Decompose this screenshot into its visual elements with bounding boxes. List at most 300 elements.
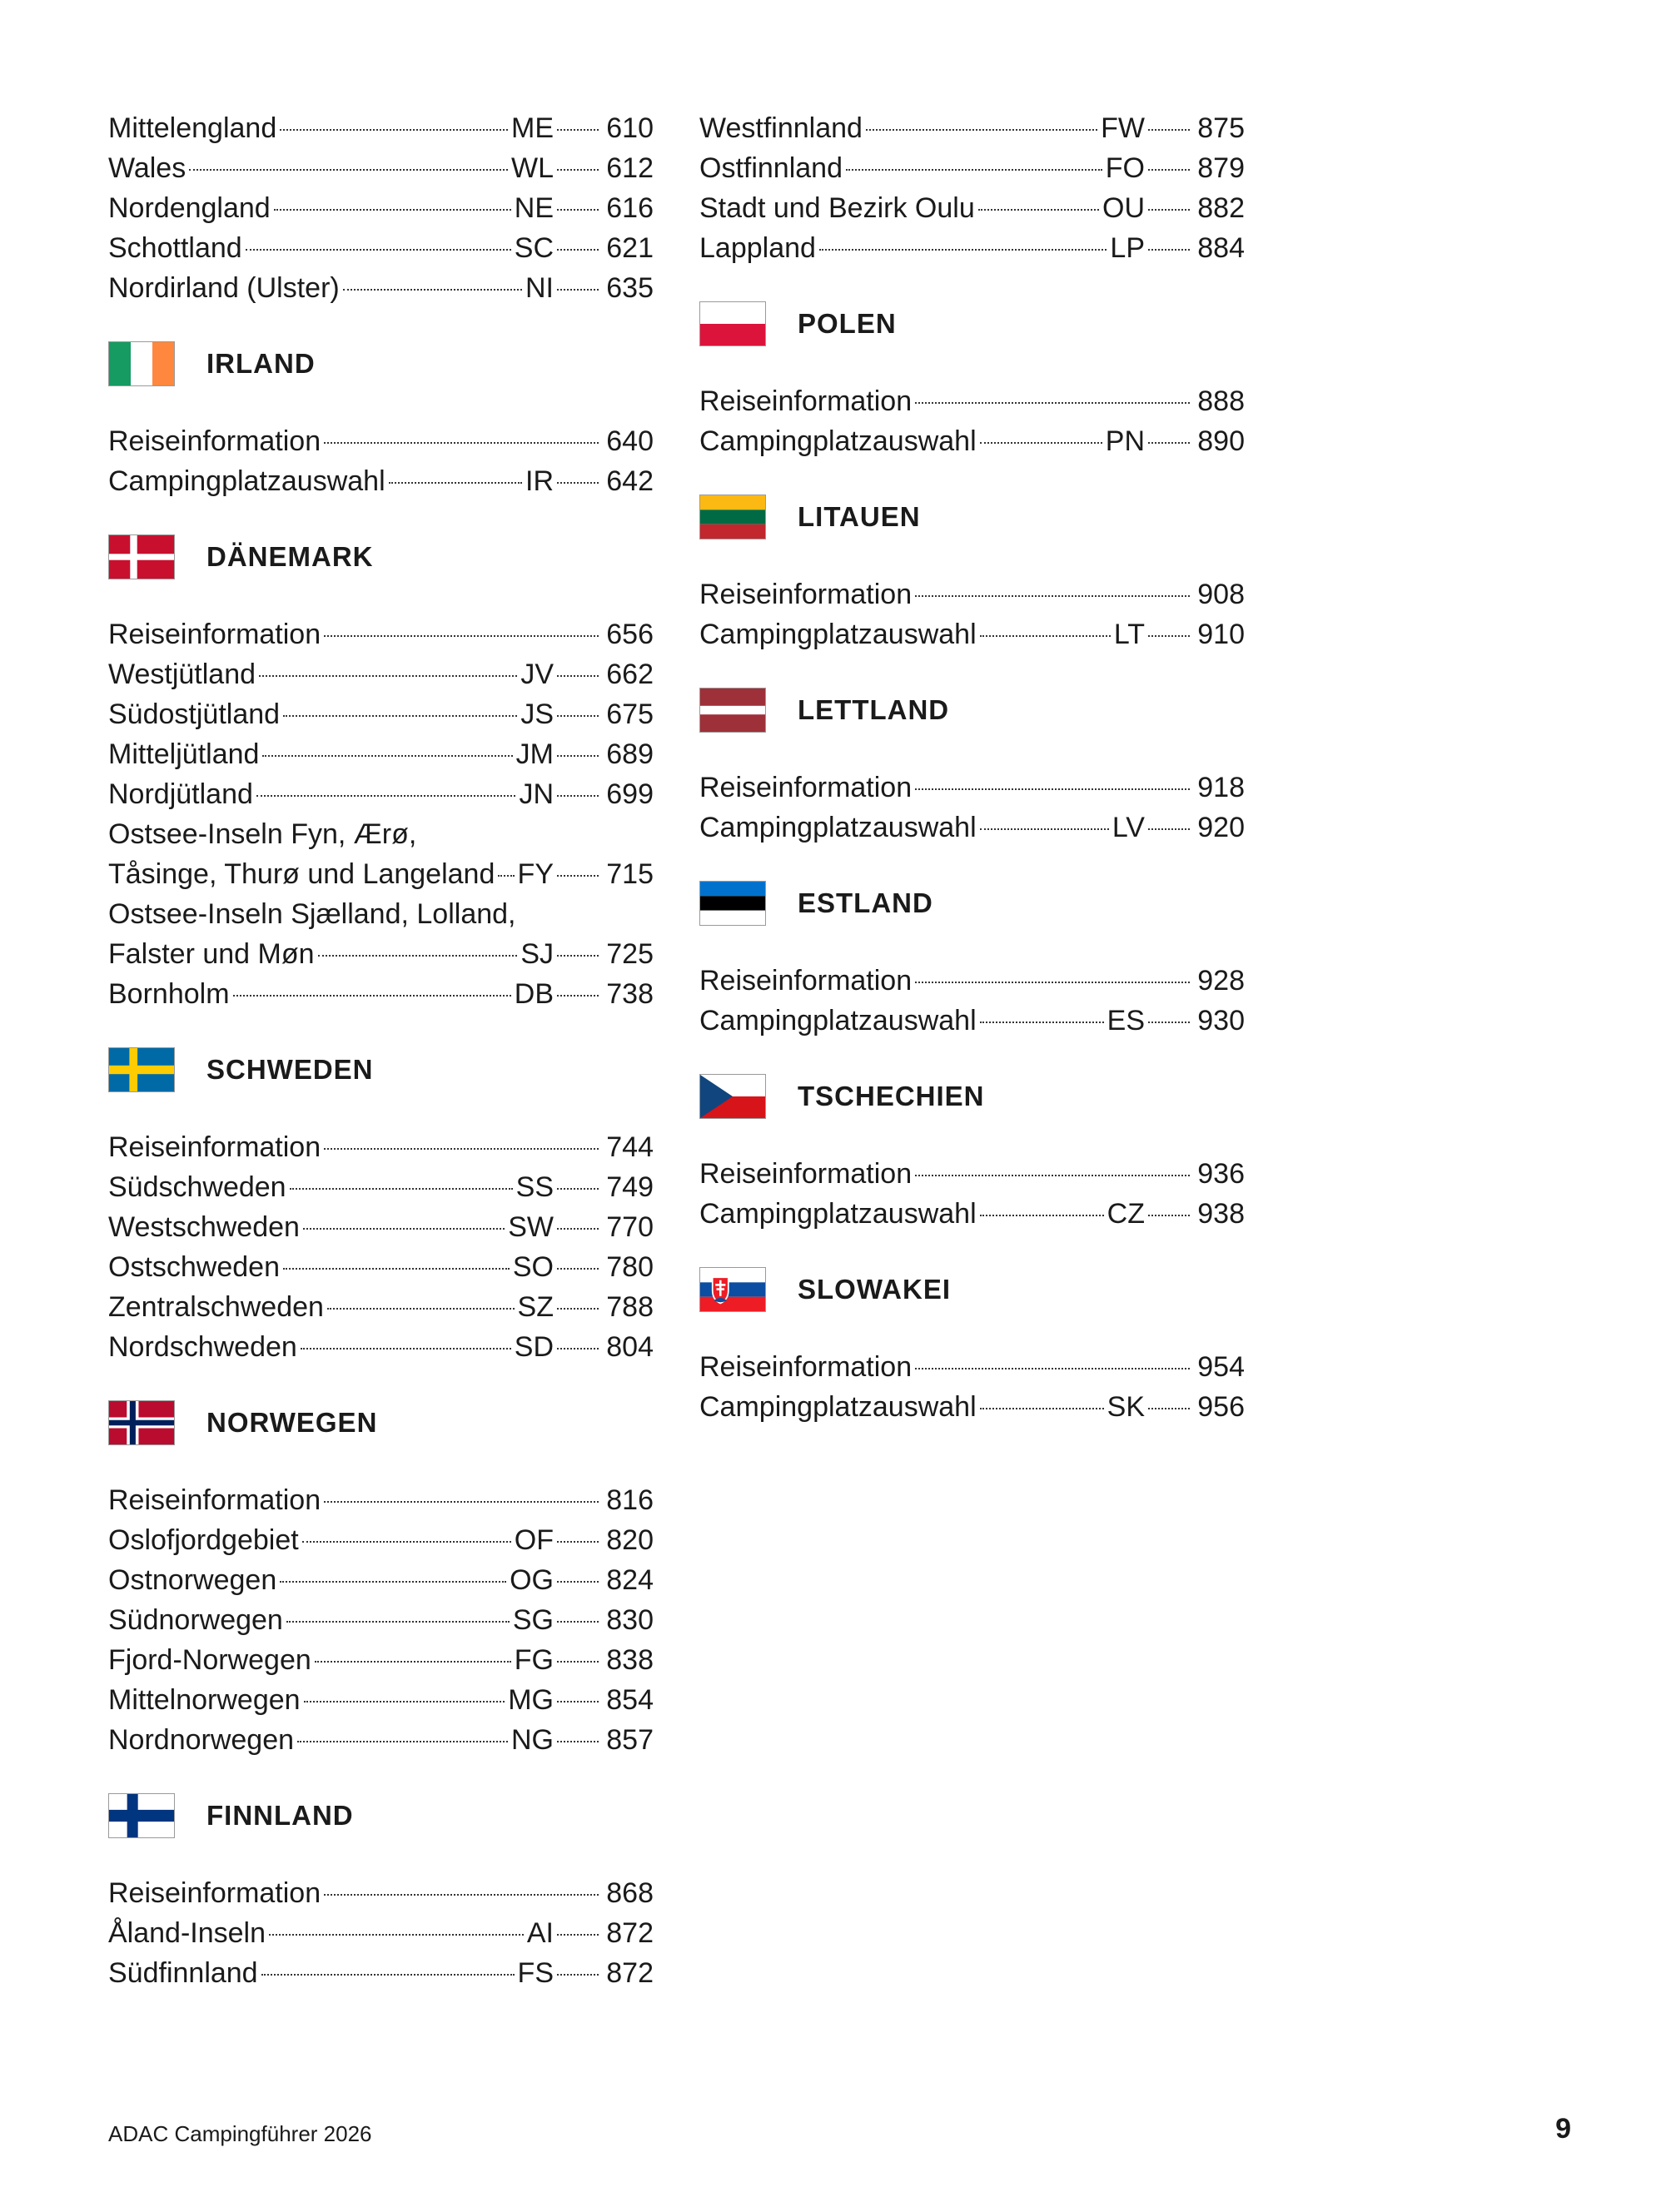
entry-page: 884 (1197, 232, 1245, 264)
section-title: SLOWAKEI (798, 1274, 952, 1305)
entry-page: 918 (1197, 772, 1245, 803)
toc-entry[interactable] (108, 148, 654, 188)
entry-page: 928 (1197, 965, 1245, 997)
entry-name: Ostfinnland (699, 152, 843, 184)
entry-page: 788 (606, 1291, 654, 1323)
entry-code: LT (1113, 619, 1145, 650)
entry-name: Nordengland (108, 192, 271, 224)
dot-leader (980, 442, 1102, 444)
toc-entry[interactable] (699, 1194, 1245, 1234)
entry-page: 616 (606, 192, 654, 224)
section-header-lettland (699, 688, 1245, 733)
entry-page: 738 (606, 978, 654, 1010)
entry-name: Fjord-Norwegen (108, 1644, 311, 1676)
entry-name: Westfinnland (699, 112, 863, 144)
dot-leader (283, 715, 517, 717)
entry-page: 936 (1197, 1158, 1245, 1190)
entry-code: JV (520, 659, 554, 690)
toc-entry[interactable] (108, 1680, 654, 1720)
dot-leader (1148, 1021, 1190, 1023)
entry-name: Mittelengland (108, 112, 277, 144)
entry-code: OG (510, 1564, 554, 1596)
dot-leader (980, 1021, 1104, 1023)
entry-code: FW (1101, 112, 1145, 144)
toc-entry[interactable] (108, 1127, 654, 1167)
toc-entry[interactable] (108, 108, 654, 148)
entry-page: 875 (1197, 112, 1245, 144)
entry-page: 954 (1197, 1351, 1245, 1383)
dot-leader (324, 442, 599, 444)
toc-entry[interactable] (108, 188, 654, 228)
dot-leader (1148, 129, 1190, 131)
entry-name: Nordschweden (108, 1331, 297, 1363)
entry-name: Nordirland (Ulster) (108, 272, 340, 304)
entry-page: 744 (606, 1131, 654, 1163)
toc-entry[interactable] (108, 1167, 654, 1207)
flag-estonia-icon (699, 881, 766, 926)
toc-entry[interactable] (108, 1600, 654, 1640)
section-title: POLEN (798, 308, 897, 339)
toc-entry[interactable] (699, 188, 1245, 228)
toc-entry-line (108, 814, 654, 854)
entry-name: Campingplatzauswahl (699, 1391, 977, 1423)
entry-page: 854 (606, 1684, 654, 1716)
entry-name: Wales (108, 152, 186, 184)
toc-entry[interactable] (699, 808, 1245, 848)
toc-entry[interactable] (108, 1913, 654, 1953)
toc-entry[interactable] (108, 228, 654, 268)
dot-leader (274, 209, 511, 211)
entry-name: Reiseinformation (108, 1484, 321, 1516)
dot-leader (557, 995, 599, 997)
entry-page: 816 (606, 1484, 654, 1516)
entry-name: Nordjütland (108, 778, 253, 810)
dot-leader (280, 1581, 506, 1583)
entry-name: Mitteljütland (108, 738, 260, 770)
dot-leader (557, 1268, 599, 1270)
dot-leader (1148, 635, 1190, 637)
dot-leader (256, 795, 516, 797)
entry-code: SC (514, 232, 554, 264)
entry-code: FS (517, 1957, 554, 1989)
section-title: LITAUEN (798, 501, 921, 532)
entry-code: MG (508, 1684, 554, 1716)
section-header-polen (699, 301, 1245, 346)
toc-entry[interactable] (108, 1520, 654, 1560)
dot-leader (318, 955, 518, 957)
flag-latvia-icon (699, 688, 766, 733)
entry-code: OU (1102, 192, 1145, 224)
entry-page: 621 (606, 232, 654, 264)
entry-page: 610 (606, 112, 654, 144)
toc-entry[interactable] (108, 1560, 654, 1600)
toc-entry[interactable] (699, 228, 1245, 268)
dot-leader (283, 1268, 510, 1270)
dot-leader (557, 715, 599, 717)
flag-sweden-icon (108, 1047, 175, 1092)
entry-page: 749 (606, 1171, 654, 1203)
page-number: 9 (1555, 2113, 1571, 2145)
entry-page: 938 (1197, 1198, 1245, 1230)
dot-leader (324, 1148, 599, 1150)
section-header-finnland (108, 1793, 654, 1838)
dot-leader (1148, 1408, 1190, 1409)
entry-name: Ostsee-Inseln Sjælland, Lolland, (108, 898, 516, 930)
dot-leader (302, 1541, 511, 1543)
entry-page: 857 (606, 1724, 654, 1756)
section-title: LETTLAND (798, 694, 950, 725)
dot-leader (557, 169, 599, 171)
toc-entry[interactable] (699, 1347, 1245, 1387)
dot-leader (915, 595, 1190, 597)
entry-page: 675 (606, 698, 654, 730)
dot-leader (1148, 442, 1190, 444)
toc-column-right (699, 108, 1245, 1427)
entry-name: Reiseinformation (699, 772, 913, 803)
toc-entry[interactable] (108, 734, 654, 774)
entry-name: Südostjütland (108, 698, 281, 730)
toc-entry[interactable] (699, 1387, 1245, 1427)
toc-entry[interactable] (108, 461, 654, 501)
entry-page: 838 (606, 1644, 654, 1676)
toc-entry[interactable] (699, 1154, 1245, 1194)
dot-leader (978, 209, 1099, 211)
dot-leader (286, 1621, 510, 1623)
entry-code: JN (519, 778, 554, 810)
dot-leader (280, 129, 508, 131)
dot-leader (557, 1974, 599, 1976)
entry-name: Lappland (699, 232, 816, 264)
entry-code: SG (512, 1604, 554, 1636)
dot-leader (343, 289, 522, 291)
dot-leader (557, 129, 599, 131)
entry-name: Campingplatzauswahl (699, 619, 977, 650)
toc-entry[interactable] (699, 381, 1245, 421)
dot-leader (557, 482, 599, 484)
entry-name: Falster und Møn (108, 938, 315, 970)
dot-leader (301, 1348, 511, 1350)
entry-code: JM (515, 738, 554, 770)
entry-name: Westjütland (108, 659, 256, 690)
entry-code: SK (1107, 1391, 1145, 1423)
toc-entry[interactable] (108, 268, 654, 308)
entry-name: Reiseinformation (108, 1877, 321, 1909)
dot-leader (557, 1741, 599, 1742)
entry-page: 715 (606, 858, 654, 890)
entry-name: Südfinnland (108, 1957, 258, 1989)
dot-leader (557, 249, 599, 251)
toc-entry[interactable] (108, 1247, 654, 1287)
entry-code: NE (514, 192, 554, 224)
entry-name: Campingplatzauswahl (699, 425, 977, 457)
section-header-slowakei (699, 1267, 1245, 1312)
entry-code: NG (511, 1724, 554, 1756)
section-title: FINNLAND (206, 1800, 354, 1831)
dot-leader (866, 129, 1097, 131)
entry-name: Zentralschweden (108, 1291, 324, 1323)
entry-code: WL (511, 152, 554, 184)
section-header-tschechien (699, 1074, 1245, 1119)
dot-leader (980, 828, 1109, 830)
dot-leader (1148, 249, 1190, 251)
entry-name: Campingplatzauswahl (699, 1005, 977, 1036)
entry-name: Südschweden (108, 1171, 286, 1203)
entry-page: 824 (606, 1564, 654, 1596)
entry-code: SS (515, 1171, 554, 1203)
entry-name: Campingplatzauswahl (699, 1198, 977, 1230)
toc-column-left (108, 108, 654, 1993)
dot-leader (557, 755, 599, 757)
entry-page: 872 (606, 1917, 654, 1949)
flag-norway-icon (108, 1400, 175, 1445)
dot-leader (557, 1348, 599, 1350)
dot-leader (557, 675, 599, 677)
flag-lithuania-icon (699, 495, 766, 539)
toc-entry[interactable] (108, 1287, 654, 1327)
entry-page: 910 (1197, 619, 1245, 650)
section-header-daenemark (108, 534, 654, 579)
entry-code: NI (525, 272, 554, 304)
entry-name: Bornholm (108, 978, 230, 1010)
flag-ireland-icon (108, 341, 175, 386)
section-title: IRLAND (206, 348, 316, 379)
dot-leader (915, 788, 1190, 790)
entry-name: Campingplatzauswahl (699, 812, 977, 843)
entry-name: Südnorwegen (108, 1604, 283, 1636)
toc-entry[interactable] (699, 961, 1245, 1001)
dot-leader (290, 1188, 513, 1190)
dot-leader (557, 289, 599, 291)
section-title: DÄNEMARK (206, 541, 374, 572)
entry-page: 879 (1197, 152, 1245, 184)
entry-page: 908 (1197, 579, 1245, 610)
entry-name: Reiseinformation (108, 619, 321, 650)
entry-page: 882 (1197, 192, 1245, 224)
section-title: NORWEGEN (206, 1407, 378, 1438)
dot-leader (980, 1215, 1104, 1216)
dot-leader (259, 675, 517, 677)
footer-label: ADAC Campingführer 2026 (108, 2121, 372, 2146)
dot-leader (557, 1934, 599, 1936)
entry-code: OF (514, 1524, 554, 1556)
dot-leader (315, 1661, 511, 1663)
dot-leader (1148, 209, 1190, 211)
toc-entry[interactable] (108, 654, 654, 694)
toc-entry[interactable] (108, 1327, 654, 1367)
toc-entry[interactable] (699, 108, 1245, 148)
dot-leader (189, 169, 508, 171)
toc-entry-line (108, 894, 654, 934)
entry-code: FG (514, 1644, 554, 1676)
entry-code: JS (520, 698, 554, 730)
entry-code: LP (1110, 232, 1145, 264)
section-header-litauen (699, 495, 1245, 539)
entry-code: AI (526, 1917, 554, 1949)
toc-entry[interactable] (699, 768, 1245, 808)
dot-leader (269, 1934, 524, 1936)
entry-name: Nordnorwegen (108, 1724, 295, 1756)
toc-entry[interactable] (108, 854, 654, 894)
entry-name: Reiseinformation (699, 579, 913, 610)
entry-code: ES (1107, 1005, 1145, 1036)
section-title: SCHWEDEN (206, 1054, 374, 1085)
entry-name: Ostschweden (108, 1251, 280, 1283)
dot-leader (980, 1408, 1104, 1409)
entry-code: SW (508, 1211, 554, 1243)
section-title: ESTLAND (798, 887, 933, 918)
dot-leader (557, 1228, 599, 1230)
entry-page: 770 (606, 1211, 654, 1243)
entry-page: 868 (606, 1877, 654, 1909)
toc-entry[interactable] (699, 614, 1245, 654)
dot-leader (980, 635, 1111, 637)
entry-name: Oslofjordgebiet (108, 1524, 299, 1556)
dot-leader (557, 209, 599, 211)
entry-name: Reiseinformation (699, 1351, 913, 1383)
toc-entry[interactable] (108, 1720, 654, 1760)
dot-leader (498, 875, 514, 877)
entry-name: Ostnorwegen (108, 1564, 277, 1596)
dot-leader (303, 1228, 505, 1230)
entry-name: Reiseinformation (699, 1158, 913, 1190)
entry-page: 804 (606, 1331, 654, 1363)
toc-entry[interactable] (108, 1207, 654, 1247)
entry-page: 890 (1197, 425, 1245, 457)
entry-name: Tåsinge, Thurø und Langeland (108, 858, 495, 890)
entry-code: FO (1105, 152, 1145, 184)
entry-code: SO (512, 1251, 554, 1283)
entry-page: 640 (606, 425, 654, 457)
dot-leader (846, 169, 1102, 171)
entry-name: Stadt und Bezirk Oulu (699, 192, 975, 224)
entry-page: 612 (606, 152, 654, 184)
toc-entry[interactable] (699, 1001, 1245, 1041)
toc-entry[interactable] (699, 421, 1245, 461)
entry-name: Mittelnorwegen (108, 1684, 301, 1716)
dot-leader (557, 875, 599, 877)
entry-code: FY (517, 858, 554, 890)
dot-leader (1148, 828, 1190, 830)
entry-page: 956 (1197, 1391, 1245, 1423)
flag-czechia-icon (699, 1074, 766, 1119)
dot-leader (915, 1368, 1190, 1369)
entry-page: 642 (606, 465, 654, 497)
section-header-norwegen (108, 1400, 654, 1445)
dot-leader (246, 249, 511, 251)
flag-poland-icon (699, 301, 766, 346)
entry-code: PN (1105, 425, 1145, 457)
toc-entry[interactable] (699, 574, 1245, 614)
toc-entry[interactable] (108, 1480, 654, 1520)
toc-entry[interactable] (108, 614, 654, 654)
dot-leader (557, 955, 599, 957)
entry-page: 725 (606, 938, 654, 970)
entry-name: Reiseinformation (699, 385, 913, 417)
entry-name: Reiseinformation (108, 425, 321, 457)
flag-denmark-icon (108, 534, 175, 579)
dot-leader (324, 1501, 599, 1503)
toc-entry[interactable] (108, 1640, 654, 1680)
entry-page: 920 (1197, 812, 1245, 843)
dot-leader (557, 1188, 599, 1190)
entry-page: 888 (1197, 385, 1245, 417)
dot-leader (557, 1541, 599, 1543)
dot-leader (297, 1741, 508, 1742)
toc-entry[interactable] (699, 148, 1245, 188)
toc-entry[interactable] (108, 974, 654, 1014)
entry-page: 780 (606, 1251, 654, 1283)
dot-leader (389, 482, 522, 484)
entry-page: 872 (606, 1957, 654, 1989)
dot-leader (557, 1308, 599, 1310)
toc-entry[interactable] (108, 1873, 654, 1913)
dot-leader (324, 635, 599, 637)
toc-entry[interactable] (108, 1953, 654, 1993)
dot-leader (327, 1308, 515, 1310)
entry-name: Schottland (108, 232, 242, 264)
dot-leader (1148, 169, 1190, 171)
entry-page: 656 (606, 619, 654, 650)
entry-page: 635 (606, 272, 654, 304)
dot-leader (261, 1974, 515, 1976)
entry-page: 662 (606, 659, 654, 690)
dot-leader (915, 982, 1190, 983)
dot-leader (915, 1175, 1190, 1176)
flag-finland-icon (108, 1793, 175, 1838)
toc-entry[interactable] (108, 421, 654, 461)
entry-name: Ostsee-Inseln Fyn, Ærø, (108, 818, 417, 850)
section-header-irland (108, 341, 654, 386)
entry-page: 689 (606, 738, 654, 770)
dot-leader (915, 402, 1190, 404)
dot-leader (557, 1661, 599, 1663)
dot-leader (262, 755, 512, 757)
dot-leader (324, 1894, 599, 1896)
dot-leader (304, 1701, 505, 1702)
dot-leader (557, 1701, 599, 1702)
entry-name: Campingplatzauswahl (108, 465, 385, 497)
entry-name: Reiseinformation (108, 1131, 321, 1163)
entry-name: Westschweden (108, 1211, 300, 1243)
entry-code: SJ (520, 938, 554, 970)
dot-leader (819, 249, 1107, 251)
flag-slovakia-icon (699, 1267, 766, 1312)
entry-name: Reiseinformation (699, 965, 913, 997)
entry-page: 699 (606, 778, 654, 810)
entry-name: Åland-Inseln (108, 1917, 266, 1949)
dot-leader (233, 995, 511, 997)
entry-code: SZ (517, 1291, 554, 1323)
entry-page: 820 (606, 1524, 654, 1556)
dot-leader (557, 1621, 599, 1623)
toc-entry[interactable] (108, 934, 654, 974)
section-header-schweden (108, 1047, 654, 1092)
entry-page: 830 (606, 1604, 654, 1636)
dot-leader (557, 795, 599, 797)
dot-leader (557, 1581, 599, 1583)
entry-page: 930 (1197, 1005, 1245, 1036)
entry-code: IR (525, 465, 554, 497)
toc-entry[interactable] (108, 694, 654, 734)
entry-code: CZ (1107, 1198, 1145, 1230)
dot-leader (1148, 1215, 1190, 1216)
entry-code: DB (514, 978, 554, 1010)
entry-code: SD (514, 1331, 554, 1363)
section-header-estland (699, 881, 1245, 926)
section-title: TSCHECHIEN (798, 1081, 985, 1111)
entry-code: LV (1112, 812, 1145, 843)
toc-entry[interactable] (108, 774, 654, 814)
